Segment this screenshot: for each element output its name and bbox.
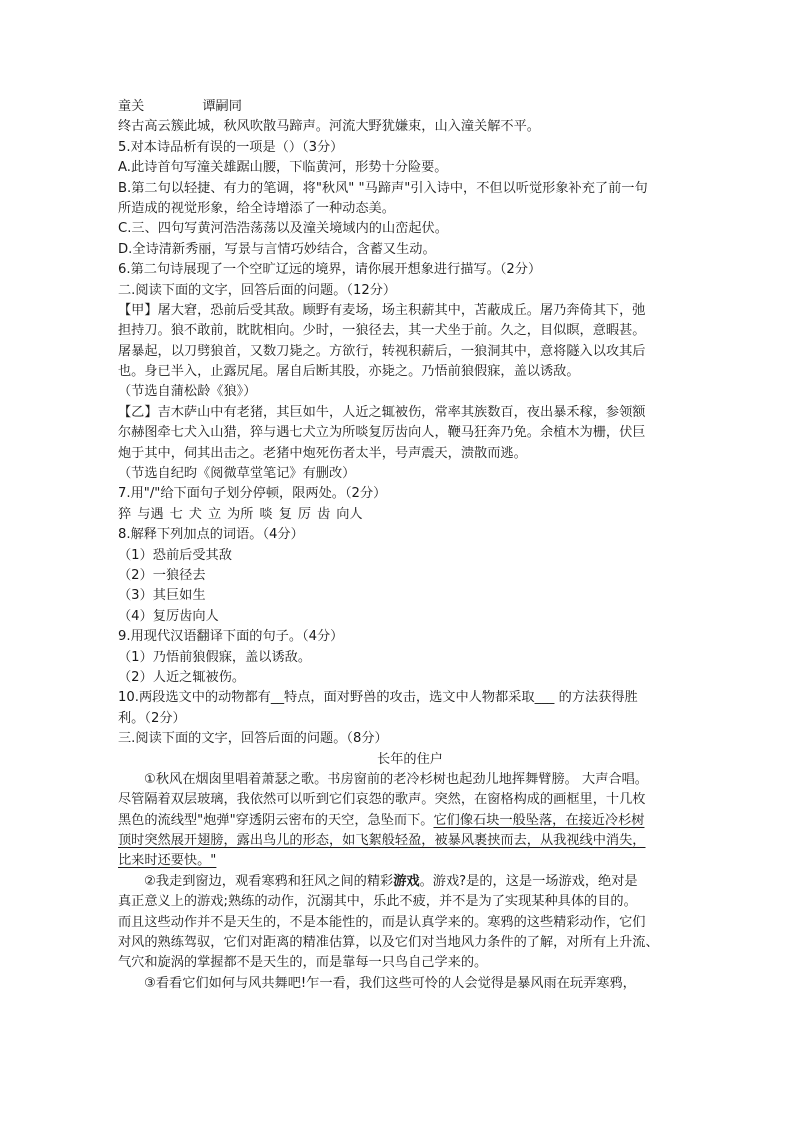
q7-segment: 猝: [118, 506, 132, 522]
q7-segment: 厉: [297, 506, 312, 522]
passage-jia-line4: 也。身已半入，止露尻尾。屠自后断其股，亦毙之。乃悟前狼假寐，盖以诱敌。: [118, 364, 580, 380]
q8-item-1: （1）恐前后受其敌: [118, 547, 232, 563]
paragraph1-line2: 尽管隔着双层玻璃，我依然可以听到它们哀怨的歌声。突然，在窗格构成的画框里，十几枚: [118, 792, 646, 808]
q7-segment: 向人: [336, 506, 363, 522]
paragraph2-line1: [118, 872, 702, 892]
paragraph2-line5: 气穴和旋涡的掌握都不是天生的，而是靠每一只鸟自己学来的。: [118, 955, 488, 971]
q9-stem: 9.用现代汉语翻译下面的句子。（4分）: [118, 629, 344, 645]
bold-word-game: 游戏: [393, 873, 420, 889]
q5-option-d: D.全诗清新秀丽，写景与言情巧妙结合，含蓄又生动。: [118, 241, 436, 257]
q5-option-a: A.此诗首句写潼关雄踞山腰，下临黄河，形势十分险要。: [118, 160, 448, 176]
q10-line1: 10.两段选文中的动物都有__特点，面对野兽的攻击，选文中人物都采取___ 的方法获得胜: [118, 690, 638, 706]
q10-line2: 利。（2分）: [118, 710, 186, 726]
passage-yi-text1: 吉木萨山中有老猪，其巨如牛，人近之辄被伤，常率其族数百，夜出暴禾稼，参领额: [157, 404, 646, 420]
q7-segment: 犬: [188, 506, 202, 522]
q5-option-b-line2: 所造成的视觉形象，给全诗增添了一种动态美。: [118, 200, 395, 216]
article-title: 长年的住户: [377, 751, 443, 767]
paragraph1-line3: [118, 811, 702, 831]
q9-item-1: （1）乃悟前狼假寐，盖以诱敌。: [118, 649, 312, 665]
paragraph1-line5: [118, 851, 702, 871]
underlined-sentence-end: 比来时还要快。": [118, 853, 217, 869]
q7-segment: 齿: [317, 506, 331, 522]
q8-item-2: （2）一狼径去: [118, 567, 206, 583]
paragraph2-text-a: ②我走到窗边，观看寒鸦和狂风之间的精彩: [144, 873, 394, 889]
q5-option-b-line1: B.第二句以轻捷、有力的笔调，将"秋风" "马蹄声"引入诗中，不但以听觉形象补充了前一句: [118, 180, 648, 196]
q5-stem: 5.对本诗品析有误的一项是（）（3分）: [118, 139, 344, 155]
q6-stem: 6.第二句诗展现了一个空旷辽远的境界，请你展开想象进行描写。（2分）: [118, 262, 542, 278]
section2-heading: 二.阅读下面的文字，回答后面的问题。（12分）: [118, 282, 397, 298]
q8-item-4: （4）复厉齿向人: [118, 608, 219, 624]
q7-segment: 七: [169, 506, 183, 522]
paragraph2-line3: 而且这些动作并不是天生的，不是本能性的，而是认真学来的。寒鸦的这些精彩动作，它们: [118, 914, 646, 930]
paragraph2-line2: 真正意义上的游戏;熟练的动作，沉溺其中，乐此不疲，并不是为了实现某种具体的目的。: [118, 894, 637, 910]
paragraph1-line4: [118, 831, 702, 851]
paragraph1-line1: ①秋风在烟囱里唱着萧瑟之歌。书房窗前的老冷杉树也起劲儿地挥舞臂膀。 大声合唱。: [144, 771, 648, 787]
q7-segment: 与遇: [137, 506, 164, 522]
poem-author: 谭嗣同: [202, 99, 242, 114]
paragraph1-line3-text: 黑色的流线型"炮弹"穿透阴云密布的天空，急坠而下。: [118, 812, 434, 828]
passage-jia-source: （节选自蒲松龄《狼》）: [118, 384, 257, 400]
document-body: [118, 97, 702, 994]
paragraph2-text-c: 。游戏?是的，这是一场游戏，绝对是: [419, 873, 638, 889]
q7-segment: 立: [207, 506, 222, 522]
paragraph3-line1: ③看看它们如何与风共舞吧!乍一看，我们这些可怜的人会觉得是暴风雨在玩弄寒鸦，: [144, 975, 636, 991]
passage-jia-line2: 担持刀。狼不敢前，眈眈相向。少时，一狼径去，其一犬坐于前。久之，目似瞑，意暇甚。: [118, 323, 646, 339]
q7-segment: 复: [278, 506, 292, 522]
passage-jia-tag: 【甲】: [118, 302, 158, 318]
q8-item-3: （3）其巨如生: [118, 588, 206, 604]
underlined-sentence-start: 它们像石块一般坠落，在接近冷杉树: [433, 812, 645, 828]
q7-segment: 为所: [227, 506, 254, 522]
passage-yi-source: （节选自纪昀《阅微草堂笔记》有删改）: [118, 466, 356, 482]
passage-jia-line3: 屠暴起，以刀劈狼首，又数刀毙之。方欲行，转视积薪后，一狼洞其中，意将隧入以攻其后: [118, 343, 646, 359]
q7-stem: 7.用"/"给下面句子划分停顿，限两处。（2分）: [118, 486, 387, 502]
q8-stem: 8.解释下列加点的词语。（4分）: [118, 527, 304, 543]
passage-yi-tag: 【乙】: [118, 404, 158, 420]
passage-yi-line3: 炮于其中，伺其出击之。老猪中炮死伤者太半，号声震天，溃散而逃。: [118, 445, 527, 461]
poem-heading: [118, 97, 702, 117]
q5-option-c: C.三、四句写黄河浩浩荡荡以及潼关境域内的山峦起伏。: [118, 221, 448, 237]
passage-jia-line1: [118, 301, 702, 321]
section3-heading: 三.阅读下面的文字，回答后面的问题。（8分）: [118, 731, 388, 747]
q9-item-2: （2）人近之辄被伤。: [118, 669, 246, 685]
passage-yi-line1: [118, 403, 702, 423]
passage-yi-line2: 尔赫图牵七犬入山猎，猝与遇七犬立为所啖复厉齿向人，鞭马狂奔乃免。余植木为栅，伏巨: [118, 425, 646, 441]
paragraph2-line4: 对风的熟练驾驭，它们对距离的精准估算，以及它们对当地风力条件的了解，对所有上升流、: [118, 935, 659, 951]
passage-jia-text1: 屠大窘，恐前后受其敌。顾野有麦场，场主积薪其中，苫蔽成丘。屠乃奔倚其下，弛: [157, 302, 646, 318]
poem-title: 童关: [118, 99, 145, 114]
q7-segment: 啖: [259, 506, 273, 522]
underlined-sentence-middle: 顶时突然展开翅膀，露出鸟儿的形态，如飞絮般轻盈，被暴风裹挟而去，从我视线中消失，: [118, 833, 646, 849]
q7-sentence: [118, 505, 702, 525]
poem-text: 终古高云簇此城，秋风吹散马蹄声。河流大野犹嫌束，山入潼关解不平。: [118, 119, 540, 135]
